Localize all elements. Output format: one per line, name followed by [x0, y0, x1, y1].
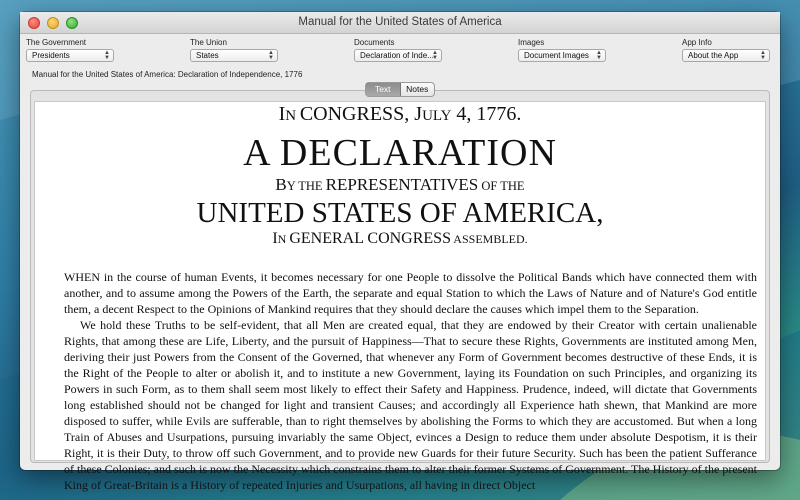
union-popup-value: States — [196, 51, 219, 60]
documents-popup[interactable] — [354, 49, 442, 62]
declaration-dateline: IN CONGRESS, JULY 4, 1776. — [278, 103, 522, 125]
declaration-title: A DECLARATION — [243, 132, 557, 174]
app-window — [20, 12, 780, 492]
declaration-byline: BY THE REPRESENTATIVES OF THE — [275, 175, 525, 194]
tab-notes[interactable]: Notes — [406, 84, 429, 94]
paragraph: WHEN in the course of human Events, it becomes necessary for one People to dissolve the Political Bands which have connected them with another, and to assume among the Powers of the Earth, the separate and equal Station to which the Laws of Nature and of Nature's God entitle them, a decent Respect to the Opinions of Mankind requires that they should declare the causes which impel them to the Separation. — [64, 270, 757, 316]
documents-control — [354, 38, 449, 62]
document-view[interactable] — [34, 101, 766, 492]
government-control — [26, 38, 121, 62]
documents-label: Documents — [354, 38, 395, 47]
up-down-chevron-icon: ▲ ▼ — [760, 50, 766, 61]
view-segmented-control — [365, 82, 435, 97]
images-label: Images — [518, 38, 545, 47]
title-bar[interactable] — [20, 12, 780, 34]
app-info-control — [682, 38, 777, 62]
images-popup-value: Document Images — [524, 51, 589, 60]
breadcrumb: Manual for the United States of America: Declaration of Independence, 1776 — [32, 70, 303, 79]
tab-text[interactable]: Text — [366, 83, 401, 96]
window-title: Manual for the United States of America — [298, 16, 502, 28]
app-info-popup-value: About the App — [688, 51, 739, 60]
app-info-popup[interactable] — [682, 49, 770, 62]
images-popup[interactable] — [518, 49, 606, 62]
declaration-body — [35, 269, 765, 493]
toolbar — [20, 34, 780, 64]
government-popup[interactable] — [26, 49, 114, 62]
union-label: The Union — [190, 38, 227, 47]
app-info-label: App Info — [682, 38, 712, 47]
up-down-chevron-icon: ▲ ▼ — [268, 50, 274, 61]
union-control — [190, 38, 285, 62]
up-down-chevron-icon: ▲ ▼ — [104, 50, 110, 61]
content-panel — [30, 84, 770, 492]
documents-popup-value: Declaration of Inde... — [360, 51, 434, 60]
declaration-assembly: IN GENERAL CONGRESS ASSEMBLED. — [272, 230, 528, 247]
up-down-chevron-icon: ▲ ▼ — [432, 50, 438, 61]
paragraph: We hold these Truths to be self-evident, that all Men are created equal, that they are endowed by their Creator with certain unalienable Rights, that among these are Life, Liberty, and the pursuit of Happiness—That to secure these Rights, Governments are instituted among Men, deriving their just Powers from the Consent of the Governed, that whenever any Form of Government becomes destructive of these Ends, it is the Right of the People to alter or abolish it, and to institute a new Government, laying its Foundation on such Principles, and organizing its Powers in such Form, as to them shall seem most likely to effect their Safety and Happiness. Prudence, indeed, will dictate that Governments long established should not be changed for light and transient Causes; and accordingly all Experience hath shewn, that Mankind are more disposed to suffer, while Evils are sufferable, than to right themselves by abolishing the Forms to which they are accustomed. But when a long Train of Abuses and Usurpations, pursuing invariably the same Object, evinces a Design to reduce them under absolute Despotism, it is their Right, it is their Duty, to throw off such Government, and to provide new Guards for their future Security. Such has been the patient Sufferance of these Colonies; and such is now the Necessity which constrains them to alter their former Systems of Government. The History of the present King of Great-Britain is a History of repeated Injuries and Usurpations, all having in direct Object — [64, 318, 757, 492]
up-down-chevron-icon: ▲ ▼ — [596, 50, 602, 61]
government-label: The Government — [26, 38, 87, 47]
union-popup[interactable] — [190, 49, 278, 62]
government-popup-value: Presidents — [32, 51, 70, 60]
declaration-nation: UNITED STATES OF AMERICA, — [196, 197, 604, 229]
images-control — [518, 38, 613, 62]
